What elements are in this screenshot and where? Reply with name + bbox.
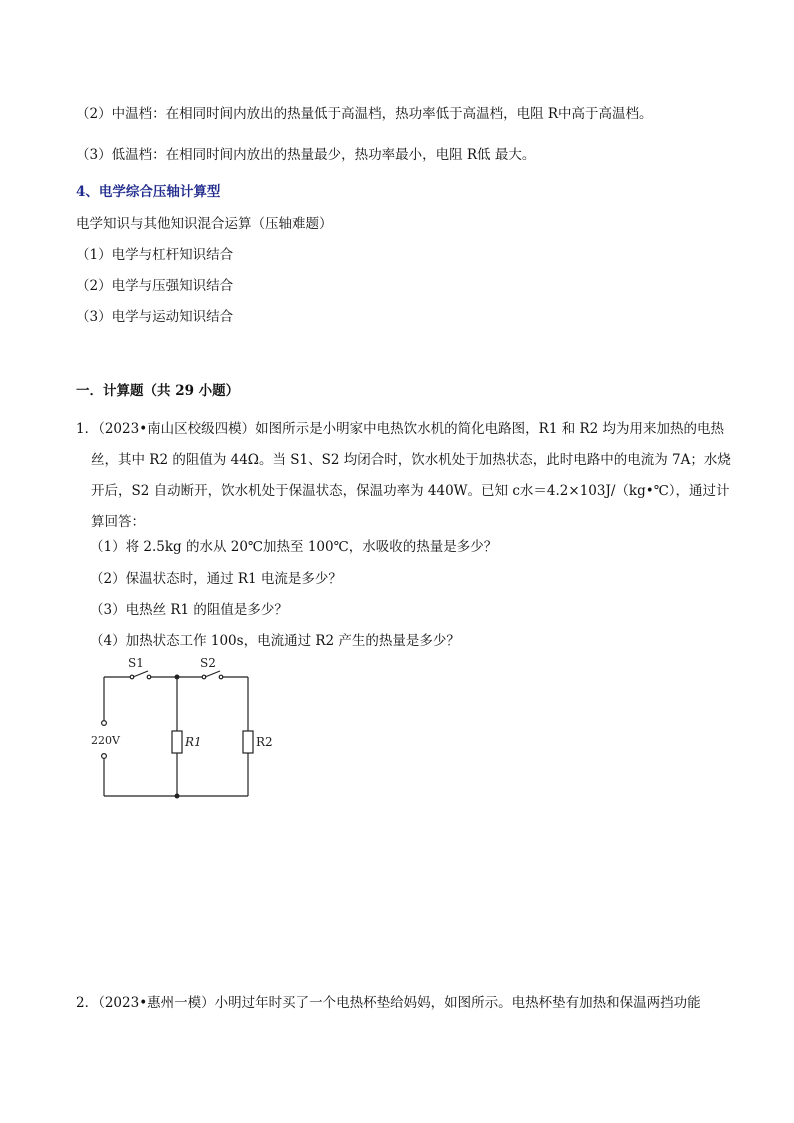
voltage-label: 220V	[91, 734, 120, 747]
problem-1-question-1: （1）将 2.5kg 的水从 20℃加热至 100℃，水吸收的热量是多少？	[90, 539, 498, 555]
junction-dot	[175, 794, 180, 799]
part-title: 一．计算题（共 29 小题）	[76, 383, 240, 399]
resistor-r1-label: R1	[185, 735, 202, 749]
problem-1-stem: 1．（2023•南山区校级四模）如图所示是小明家中电热饮水机的简化电路图，R1 和 R2 均为用来加热的电热丝，其中 R2 的阻值为 44Ω。当 S1、S2 均闭合时，饮水机处于加热状态，此时电路中的电流为 7A；水烧开后，S2 自动断开，饮水机处于保温状态，保温功率为 440W。已知 c水＝4.2×103J/（kg•℃），通过计算回答：	[76, 421, 731, 530]
switch-s1-blade	[133, 671, 148, 677]
switch-s2-label: S2	[200, 656, 216, 670]
section-heading: 4、电学综合压轴计算型	[76, 184, 221, 200]
section-point-3: （3）电学与运动知识结合	[76, 309, 234, 325]
resistor-r2-label: R2	[256, 735, 273, 749]
note-item-3: （3）低温档：在相同时间内放出的热量最少，热功率最小，电阻 R低 最大。	[76, 147, 536, 163]
circuit-diagram	[86, 652, 286, 812]
problem-1-question-3: （3）电热丝 R1 的阻值是多少？	[90, 602, 288, 618]
section-point-1: （1）电学与杠杆知识结合	[76, 247, 234, 263]
section-intro: 电学知识与其他知识混合运算（压轴难题）	[76, 216, 333, 232]
switch-s2-blade	[205, 671, 220, 677]
resistor-r1	[172, 731, 182, 753]
problem-2-stem: 2．（2023•惠州一模）小明过年时买了一个电热杯垫给妈妈，如图所示。电热杯垫有加热和保温两挡功能	[76, 995, 701, 1011]
problem-1-question-2: （2）保温状态时，通过 R1 电流是多少？	[90, 571, 342, 587]
terminal-top	[102, 721, 107, 726]
switch-s1-label: S1	[128, 656, 144, 670]
junction-dot	[175, 675, 180, 680]
section-point-2: （2）电学与压强知识结合	[76, 278, 234, 294]
problem-1-question-4: （4）加热状态工作 100s，电流通过 R2 产生的热量是多少？	[90, 633, 460, 649]
terminal-bottom	[102, 754, 107, 759]
resistor-r2	[243, 731, 253, 753]
note-item-2: （2）中温档：在相同时间内放出的热量低于高温档，热功率低于高温档，电阻 R中高于高温档。	[76, 106, 653, 122]
